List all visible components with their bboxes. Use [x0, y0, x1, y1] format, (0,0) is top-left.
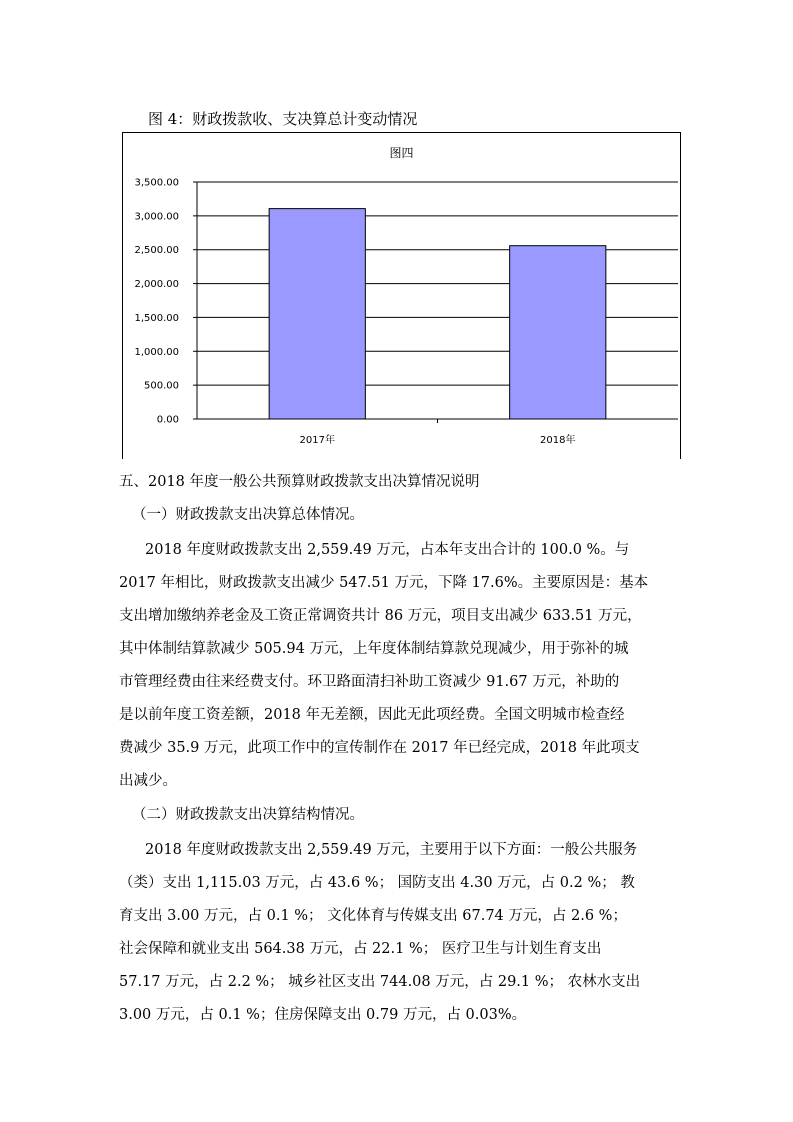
paragraph-line: 57.17 万元，占 2.2 %； 城乡社区支出 744.08 万元，占 29.1 %； 农林水支出	[119, 974, 641, 990]
chart-svg	[123, 133, 680, 459]
paragraph-line: （类）支出 1,115.03 万元，占 43.6 %； 国防支出 4.30 万元，占 0.2 %； 教	[119, 875, 635, 891]
y-tick-label: 0.00	[156, 414, 179, 426]
paragraph-line: 支出增加缴纳养老金及工资正常调资共计 86 万元，项目支出减少 633.51 万元，	[119, 608, 642, 624]
paragraph-line: 社会保障和就业支出 564.38 万元，占 22.1 %； 医疗卫生与计划生育支出	[119, 941, 602, 957]
chart-title: 图四	[389, 146, 414, 160]
paragraph-line: 3.00 万元，占 0.1 %；住房保障支出 0.79 万元，占 0.03%。	[119, 1007, 527, 1023]
x-tick-label: 2018年	[540, 435, 576, 446]
paragraph-line: 费减少 35.9 万元，此项工作中的宣传制作在 2017 年已经完成，2018 年此项支	[119, 740, 640, 756]
bar-2	[510, 246, 606, 419]
paragraph-line: 市管理经费由往来经费支付。环卫路面清扫补助工资减少 91.67 万元，补助的	[119, 674, 620, 690]
figure-caption: 图 4：财政拨款收、支决算总计变动情况	[148, 110, 418, 128]
y-tick-label: 3,000.00	[134, 211, 179, 223]
subheading-structure: （二）财政拨款支出决算结构情况。	[132, 807, 364, 823]
paragraph-line: 其中体制结算款减少 505.94 万元，上年度体制结算款兑现减少，用于弥补的城	[119, 641, 629, 657]
y-tick-label: 500.00	[144, 380, 179, 392]
y-tick-label: 1,000.00	[134, 346, 179, 358]
x-tick-label: 2017年	[299, 435, 335, 446]
bar-chart	[122, 132, 681, 459]
y-tick-label: 2,500.00	[134, 245, 179, 257]
y-tick-label: 2,000.00	[134, 279, 179, 291]
paragraph-line: 2018 年度财政拨款支出 2,559.49 万元，主要用于以下方面：一般公共服务	[145, 842, 638, 858]
y-tick-label: 1,500.00	[134, 312, 179, 324]
section-heading: 五、2018 年度一般公共预算财政拨款支出决算情况说明	[119, 474, 480, 490]
paragraph-line: 2017 年相比，财政拨款支出减少 547.51 万元，下降 17.6%。主要原因是：基本	[119, 575, 649, 591]
y-tick-label: 3,500.00	[134, 177, 179, 189]
paragraph-line: 出减少。	[119, 773, 177, 789]
paragraph-line: 育支出 3.00 万元，占 0.1 %； 文化体育与传媒支出 67.74 万元，占 2.6 %；	[119, 908, 627, 924]
bar-1	[269, 209, 365, 419]
subheading-overall: （一）财政拨款支出决算总体情况。	[132, 507, 364, 523]
paragraph-line: 是以前年度工资差额，2018 年无差额，因此无此项经费。全国文明城市检查经	[119, 707, 625, 723]
paragraph-line: 2018 年度财政拨款支出 2,559.49 万元，占本年支出合计的 100.0 %。与	[145, 542, 630, 558]
